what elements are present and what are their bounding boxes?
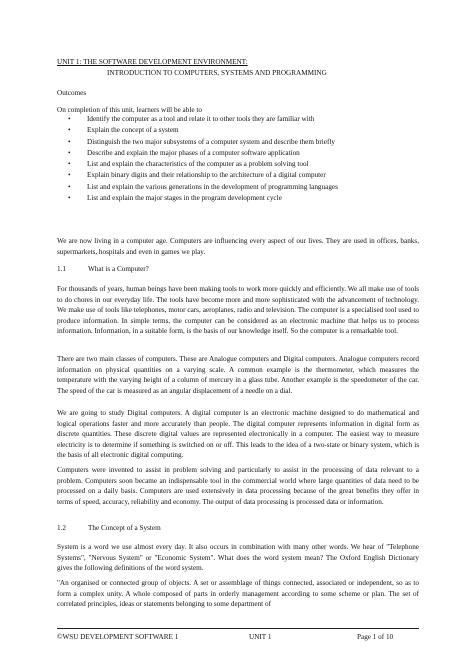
footer-page-number: Page 1 of 10 bbox=[357, 633, 394, 641]
bullet-icon: • bbox=[68, 194, 71, 203]
list-item: • List and explain the various generations in the development of programming languages bbox=[68, 182, 338, 193]
section-heading-1-1 bbox=[57, 264, 149, 274]
bullet-icon: • bbox=[68, 160, 71, 169]
section-number: 1.1 bbox=[57, 265, 66, 273]
paragraph-system-word: System is a word we use almost every day. It also occurs in combination with many other words. We hear of "Telephone Systems", "Nervous System" or "Economic System". What does the word system mean? The Oxford English Dictionary gives the following definitions of the word system. bbox=[57, 543, 419, 573]
bullet-icon: • bbox=[68, 171, 71, 180]
document-subtitle: INTRODUCTION TO COMPUTERS, SYSTEMS AND PROGRAMMING bbox=[107, 69, 327, 77]
list-item: • Distinguish the two major subsystems of a computer system and describe them briefly bbox=[68, 137, 338, 148]
bullet-icon: • bbox=[68, 148, 71, 157]
footer-divider bbox=[57, 628, 419, 629]
section-number: 1.2 bbox=[57, 524, 66, 532]
section-heading-1-2 bbox=[57, 523, 161, 533]
bullet-icon: • bbox=[68, 115, 71, 123]
list-item: • List and explain the major stages in the program development cycle bbox=[68, 193, 338, 204]
section-title: What is a Computer? bbox=[88, 265, 149, 273]
paragraph-what-is-computer: For thousands of years, human beings have been making tools to work more quickly and efficiently. We all make use of tools to do chores in our everyday life. The tools have become more and more sophisticated with the advancement of technology. We make use of tools like telephones, motor cars, aeroplanes, radio and television. The computer is a specialised tool used to produce information. In simple terms, the computer can be considered as an electronic machine that helps us to process information. Information, in a suitable form, is the basis of our knowledge itself. So the computer is a remarkable tool. bbox=[57, 285, 419, 336]
outcomes-heading: Outcomes bbox=[57, 89, 87, 97]
list-item: • Explain the concept of a system bbox=[68, 125, 338, 136]
outcomes-lead: On completion of this unit, learners will be able to bbox=[57, 106, 202, 114]
bullet-icon: • bbox=[68, 126, 71, 135]
intro-paragraph: We are now living in a computer age. Computers are influencing every aspect of our lives. They are used in offices, banks, supermarkets, hospitals and even in games we play. bbox=[57, 237, 419, 256]
list-item: • Identify the computer as a tool and relate it to other tools they are familiar with bbox=[68, 114, 338, 125]
paragraph-digital-computers: We are going to study Digital computers. A digital computer is an electronic machine designed to do mathematical and logical operations faster and more accurately than people. The digital computer represents information in digital form as discrete quantities. These discrete digital values are represented electronically in a computer. The easiest way to measure electricity is to determine if something is switched on or off. This leads to the idea of a two-state or binary system, which is the basis of all electronic digital computing. bbox=[57, 409, 419, 460]
section-title: The Concept of a System bbox=[88, 524, 161, 532]
paragraph-computer-purpose: Computers were invented to assist in problem solving and particularly to assist in the processing of data relevant to a problem. Computers soon became an indispensable tool in the commercial world where large quantities of data need to be processed on a daily basis. Computers are used extensively in data processing because of the great benefits they offer in terms of speed, accuracy, reliability and economy. The output of data processing is processed data or information. bbox=[57, 466, 419, 506]
bullet-icon: • bbox=[68, 182, 71, 191]
list-item: • List and explain the characteristics of the computer as a problem solving tool bbox=[68, 159, 338, 170]
footer-copyright: ©WSU DEVELOPMENT SOFTWARE 1 bbox=[57, 633, 179, 641]
list-item: • Describe and explain the major phases of a computer software application bbox=[68, 148, 338, 159]
list-item: • Explain binary digits and their relationship to the architecture of a digital computer bbox=[68, 170, 338, 181]
paragraph-system-definition: "An organised or connected group of objects. A set or assemblage of things connected, associated or independent, so as to form a complex unity. A whole composed of parts in orderly management according to some scheme or plan. The set of correlated principles, ideas or statements belonging to some department of bbox=[57, 579, 419, 609]
outcomes-list bbox=[68, 114, 338, 204]
paragraph-computer-classes: There are two main classes of computers. These are Analogue computers and Digital computers. Analogue computers record information on physical quantities on a varying scale. A common example is the thermometer, which measures the temperature with the varying height of a column of mercury in a glass tube. Another example is the speedometer of the car. The speed of the car is measured as an angular displacement of a needle on a dial. bbox=[57, 355, 419, 395]
unit-title: UNIT 1: THE SOFTWARE DEVELOPMENT ENVIRONMENT: bbox=[57, 58, 248, 66]
footer-unit: UNIT 1 bbox=[249, 633, 272, 641]
bullet-icon: • bbox=[68, 137, 71, 146]
